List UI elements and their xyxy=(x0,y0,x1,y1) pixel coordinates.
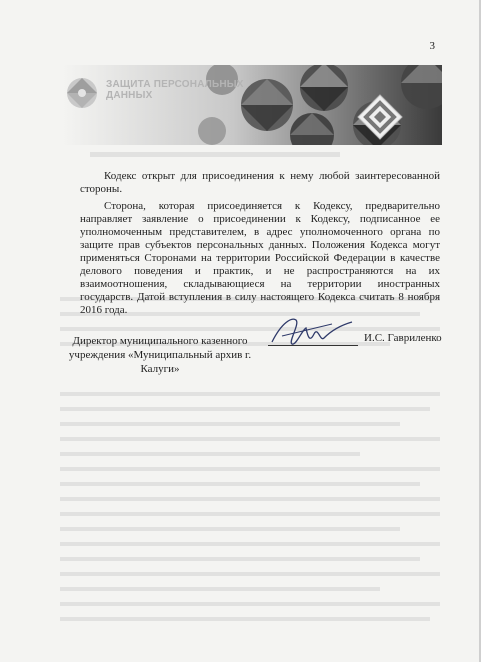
logo-text-line-2: ДАННЫХ xyxy=(106,90,153,101)
header-banner xyxy=(62,65,442,145)
logo-icon xyxy=(67,78,97,108)
handwritten-signature xyxy=(262,312,362,357)
banner-graphic xyxy=(62,65,442,145)
logo-text xyxy=(106,79,244,101)
paragraph-open-accession: Кодекс открыт для присоединения к нему любой заинтересованной стороны. xyxy=(80,170,440,195)
signatory-position: Директор муниципального казенного учреждения «Муниципальный архив г. Калуги» xyxy=(68,335,252,375)
page-number: 3 xyxy=(429,40,435,52)
paragraph-accession-procedure: Сторона, которая присоединяется к Кодексу, предварительно направляет заявление о присоединении к Кодексу, подписанное ее уполномоченным представителем, в адрес уполномоченного органа по защите прав субъектов персональных данных. Положения Кодекса могут применяться Сторонами на территории Российской Федерации в качестве делового поведения и практик, и не распространяются на их взаимоотношения, складывающиеся на территории иностранных государств. Датой вступления в силу настоящего Кодекса считать 8 ноября 2016 года. xyxy=(80,200,440,316)
logo-text-line-1: ЗАЩИТА ПЕРСОНАЛЬНЫХ xyxy=(106,79,244,90)
signer-name: И.С. Гавриленко xyxy=(364,332,442,344)
signature-line xyxy=(268,345,358,346)
document-body xyxy=(80,170,440,317)
